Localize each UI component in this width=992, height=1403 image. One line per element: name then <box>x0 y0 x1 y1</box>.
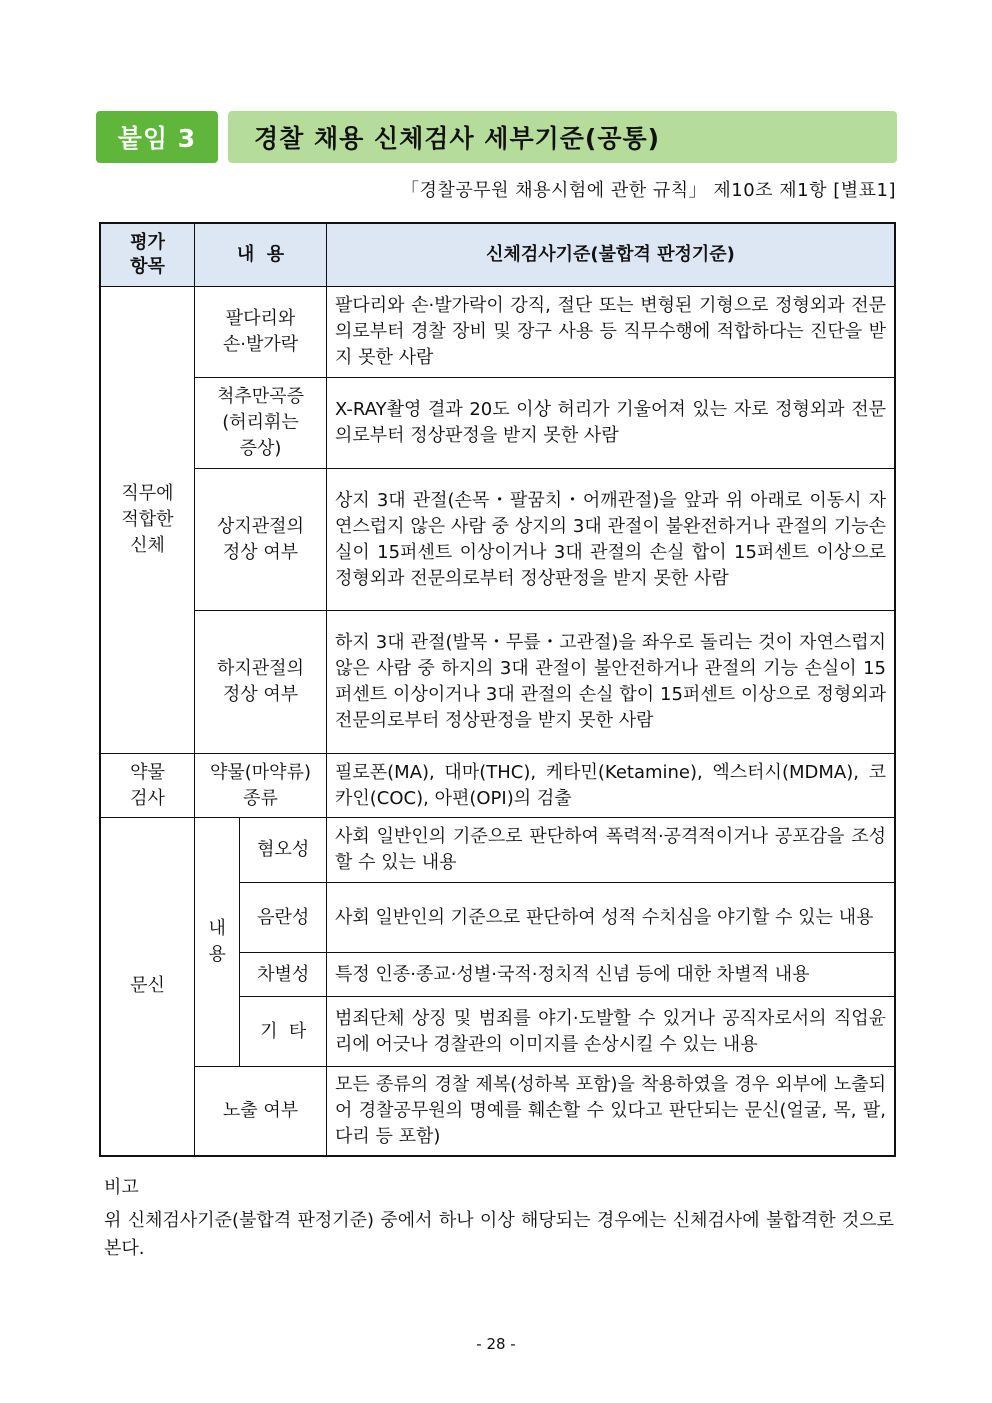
item-obscene: 음란성 <box>240 883 327 953</box>
table-row <box>100 611 895 754</box>
header-category: 평가 항목 <box>100 223 195 287</box>
criteria-table <box>99 222 896 1157</box>
criteria-scoliosis: X-RAY촬영 결과 20도 이상 허리가 기울어져 있는 자로 정형외과 전문의로부터 정상판정을 받지 못한 사람 <box>327 378 896 469</box>
category-tattoo: 문신 <box>100 818 195 1156</box>
table-row <box>100 754 895 818</box>
category-drug: 약물 검사 <box>100 754 195 818</box>
item-scoliosis: 척추만곡증 (허리휘는 증상) <box>195 378 327 469</box>
criteria-limbs: 팔다리와 손·발가락이 강직, 절단 또는 변형된 기형으로 정형외과 전문의로부터 경찰 장비 및 장구 사용 등 직무수행에 적합하다는 진단을 받지 못한 사람 <box>327 287 896 378</box>
document-title: 경찰 채용 신체검사 세부기준(공통) <box>228 111 897 163</box>
criteria-obscene: 사회 일반인의 기준으로 판단하여 성적 수치심을 야기할 수 있는 내용 <box>327 883 896 953</box>
criteria-offensive: 사회 일반인의 기준으로 판단하여 폭력적·공격적이거나 공포감을 조성할 수 있는 내용 <box>327 818 896 883</box>
item-upper-joints: 상지관절의 정상 여부 <box>195 469 327 611</box>
header <box>96 111 896 163</box>
table-row <box>100 287 895 378</box>
remarks-label: 비고 <box>104 1177 139 1198</box>
criteria-discriminatory: 특정 인종·종교·성별·국적·정치적 신념 등에 대한 차별적 내용 <box>327 953 896 997</box>
table-row <box>100 1067 895 1156</box>
tattoo-content-label: 내 용 <box>195 818 240 1067</box>
header-criteria: 신체검사기준(불합격 판정기준) <box>327 223 896 287</box>
criteria-other: 범죄단체 상징 및 범죄를 야기·도발할 수 있거나 공직자로서의 직업윤리에 어긋나 경찰관의 이미지를 손상시킬 수 있는 내용 <box>327 997 896 1067</box>
criteria-lower-joints: 하지 3대 관절(발목・무릎・고관절)을 좌우로 돌리는 것이 자연스럽지 않은 사람 중 하지의 3대 관절이 불안전하거나 관절의 기능 손실이 15퍼센트 이상이거나 3대 관절의 손실 합이 15퍼센트 이상으로 정형외과 전문의로부터 정상판정을 받지 못한 사람 <box>327 611 896 754</box>
remarks-text: 위 신체검사기준(불합격 판정기준) 중에서 하나 이상 해당되는 경우에는 신체검사에 불합격한 것으로 본다. <box>104 1210 894 1259</box>
criteria-upper-joints: 상지 3대 관절(손목・팔꿈치・어깨관절)을 앞과 위 아래로 이동시 자연스럽지 않은 사람 중 상지의 3대 관절이 불완전하거나 관절의 기능손실이 15퍼센트 이상이거나 3대 관절의 손실 합이 15퍼센트 이상으로 정형외과 전문의로부터 정상판정을 받지 못한 사람 <box>327 469 896 611</box>
page-number: - 28 - <box>476 1335 516 1353</box>
source-reference: 「경찰공무원 채용시험에 관한 규칙」 제10조 제1항 [별표1] <box>401 180 896 201</box>
attachment-badge: 붙임 3 <box>96 111 218 163</box>
criteria-drug: 필로폰(MA), 대마(THC), 케타민(Ketamine), 엑스터시(MDMA), 코카인(COC), 아편(OPI)의 검출 <box>327 754 896 818</box>
item-limbs: 팔다리와 손·발가락 <box>195 287 327 378</box>
category-physical: 직무에 적합한 신체 <box>100 287 195 754</box>
item-offensive: 혐오성 <box>240 818 327 883</box>
table-row <box>100 818 895 883</box>
table-header-row <box>100 223 895 287</box>
table-row <box>100 469 895 611</box>
criteria-exposure: 모든 종류의 경찰 제복(성하복 포함)을 착용하였을 경우 외부에 노출되어 경찰공무원의 명예를 훼손할 수 있다고 판단되는 문신(얼굴, 목, 팔, 다리 등 포함) <box>327 1067 896 1156</box>
item-drug-types: 약물(마약류) 종류 <box>195 754 327 818</box>
item-exposure: 노출 여부 <box>195 1067 327 1156</box>
table-row <box>100 378 895 469</box>
item-discriminatory: 차별성 <box>240 953 327 997</box>
item-lower-joints: 하지관절의 정상 여부 <box>195 611 327 754</box>
header-content: 내 용 <box>195 223 327 287</box>
item-other: 기 타 <box>240 997 327 1067</box>
